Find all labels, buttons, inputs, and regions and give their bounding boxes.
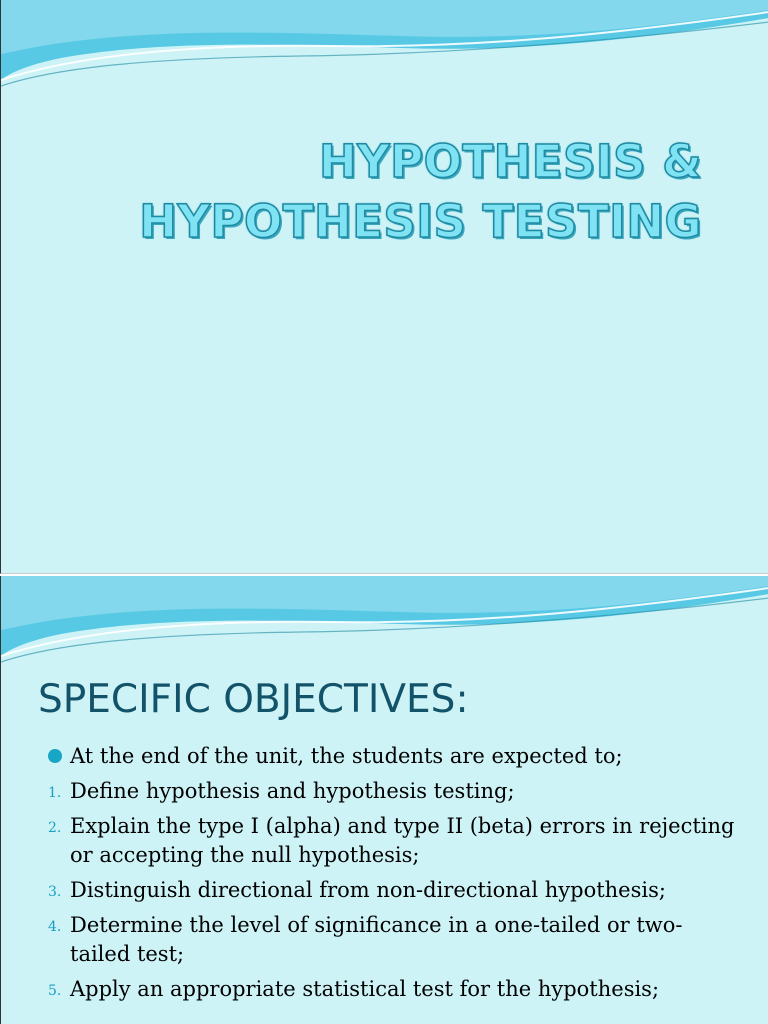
item-number: 4. [48,919,62,935]
bullet-icon [48,749,62,763]
list-item [48,911,738,969]
wave-decoration [1,0,768,130]
list-item [48,777,738,806]
objectives-heading: SPECIFIC OBJECTIVES: [38,677,469,722]
title-line-2: HYPOTHESIS TESTING [139,195,702,248]
objectives-list [48,742,738,1010]
item-text: Define hypothesis and hypothesis testing; [70,779,515,803]
item-number: 3. [48,884,62,900]
item-text: Determine the level of significance in a one-tailed or two-tailed test; [70,913,683,966]
item-number: 1. [48,785,62,801]
item-number: 2. [48,820,62,836]
title-line-1: HYPOTHESIS & [318,135,702,188]
list-item-intro [48,742,738,771]
item-text: Apply an appropriate statistical test for the hypothesis; [70,977,660,1001]
item-text: Distinguish directional from non-directional hypothesis; [70,878,666,902]
item-text: Explain the type I (alpha) and type II (beta) errors in rejecting or accepting the null hypothesis; [70,814,735,867]
item-number: 5. [48,983,62,999]
list-item [48,812,738,870]
list-item [48,876,738,905]
list-item [48,975,738,1004]
presentation-title [139,132,702,252]
intro-text: At the end of the unit, the students are expected to; [70,744,623,768]
